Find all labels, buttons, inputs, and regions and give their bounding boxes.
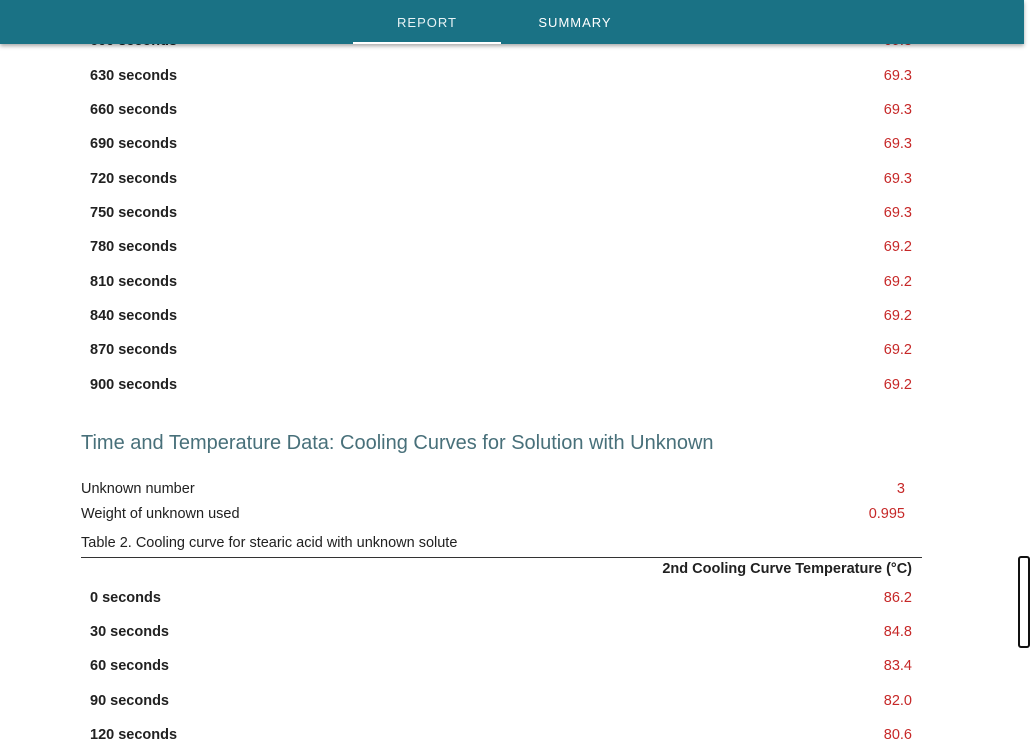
table-row [90, 718, 912, 752]
table-row [90, 299, 912, 333]
row-time: 690 seconds [90, 136, 178, 152]
row-value: 83.4 [883, 658, 912, 674]
table-caption: Table 2. Cooling curve for stearic acid with unknown solute [81, 535, 458, 551]
row-time: 840 seconds [90, 308, 178, 324]
row-time: 630 seconds [90, 68, 178, 84]
row-time: 810 seconds [90, 274, 178, 290]
row-time: 750 seconds [90, 205, 178, 221]
row-value: 69.3 [883, 205, 912, 221]
row-value: 69.2 [883, 308, 912, 324]
weight-of-unknown-label: Weight of unknown used [81, 506, 240, 522]
active-tab-indicator [353, 42, 501, 44]
table-row [90, 196, 912, 230]
top-app-bar [0, 0, 1024, 44]
row-value: 69.2 [883, 342, 912, 358]
table-row [90, 230, 912, 264]
weight-of-unknown-field [81, 504, 905, 524]
row-time: 30 seconds [90, 624, 169, 640]
row-value: 69.2 [883, 377, 912, 393]
row-time: 900 seconds [90, 377, 178, 393]
tab-report-label: REPORT [397, 14, 457, 30]
row-time: 720 seconds [90, 171, 178, 187]
tab-report[interactable] [353, 0, 501, 44]
unknown-number-label: Unknown number [81, 481, 195, 497]
row-time: 90 seconds [90, 693, 169, 709]
unknown-number-field [81, 479, 905, 499]
table-row [90, 93, 912, 127]
row-value: 84.8 [883, 624, 912, 640]
unknown-number-value: 3 [896, 481, 905, 497]
table-divider [81, 557, 922, 558]
row-value: 82.0 [883, 693, 912, 709]
row-time: 780 seconds [90, 239, 178, 255]
table-row [90, 59, 912, 93]
row-time: 870 seconds [90, 342, 178, 358]
row-value: 69.3 [883, 102, 912, 118]
tab-summary[interactable] [501, 0, 649, 44]
row-time: 660 seconds [90, 102, 178, 118]
row-time: 60 seconds [90, 658, 169, 674]
table-row [90, 649, 912, 683]
row-value: 69.3 [883, 171, 912, 187]
section-title: Time and Temperature Data: Cooling Curves for Solution with Unknown [81, 432, 714, 454]
column-header: 2nd Cooling Curve Temperature (°C) [662, 561, 912, 577]
table-row [90, 684, 912, 718]
row-value: 80.6 [883, 727, 912, 743]
table-row [90, 368, 912, 402]
row-value: 69.3 [883, 136, 912, 152]
table-row [90, 615, 912, 649]
row-value: 69.2 [883, 274, 912, 290]
table-row [90, 265, 912, 299]
table-row [90, 333, 912, 367]
row-value: 69.3 [883, 68, 912, 84]
table-row [90, 581, 912, 615]
table-row [90, 162, 912, 196]
row-value: 86.2 [883, 590, 912, 606]
row-time: 0 seconds [90, 590, 161, 606]
row-time: 120 seconds [90, 727, 178, 743]
weight-of-unknown-value: 0.995 [868, 506, 905, 522]
side-drawer-handle[interactable] [1018, 556, 1030, 648]
tab-summary-label: SUMMARY [538, 14, 612, 30]
row-value: 69.2 [883, 239, 912, 255]
table-row [90, 127, 912, 161]
